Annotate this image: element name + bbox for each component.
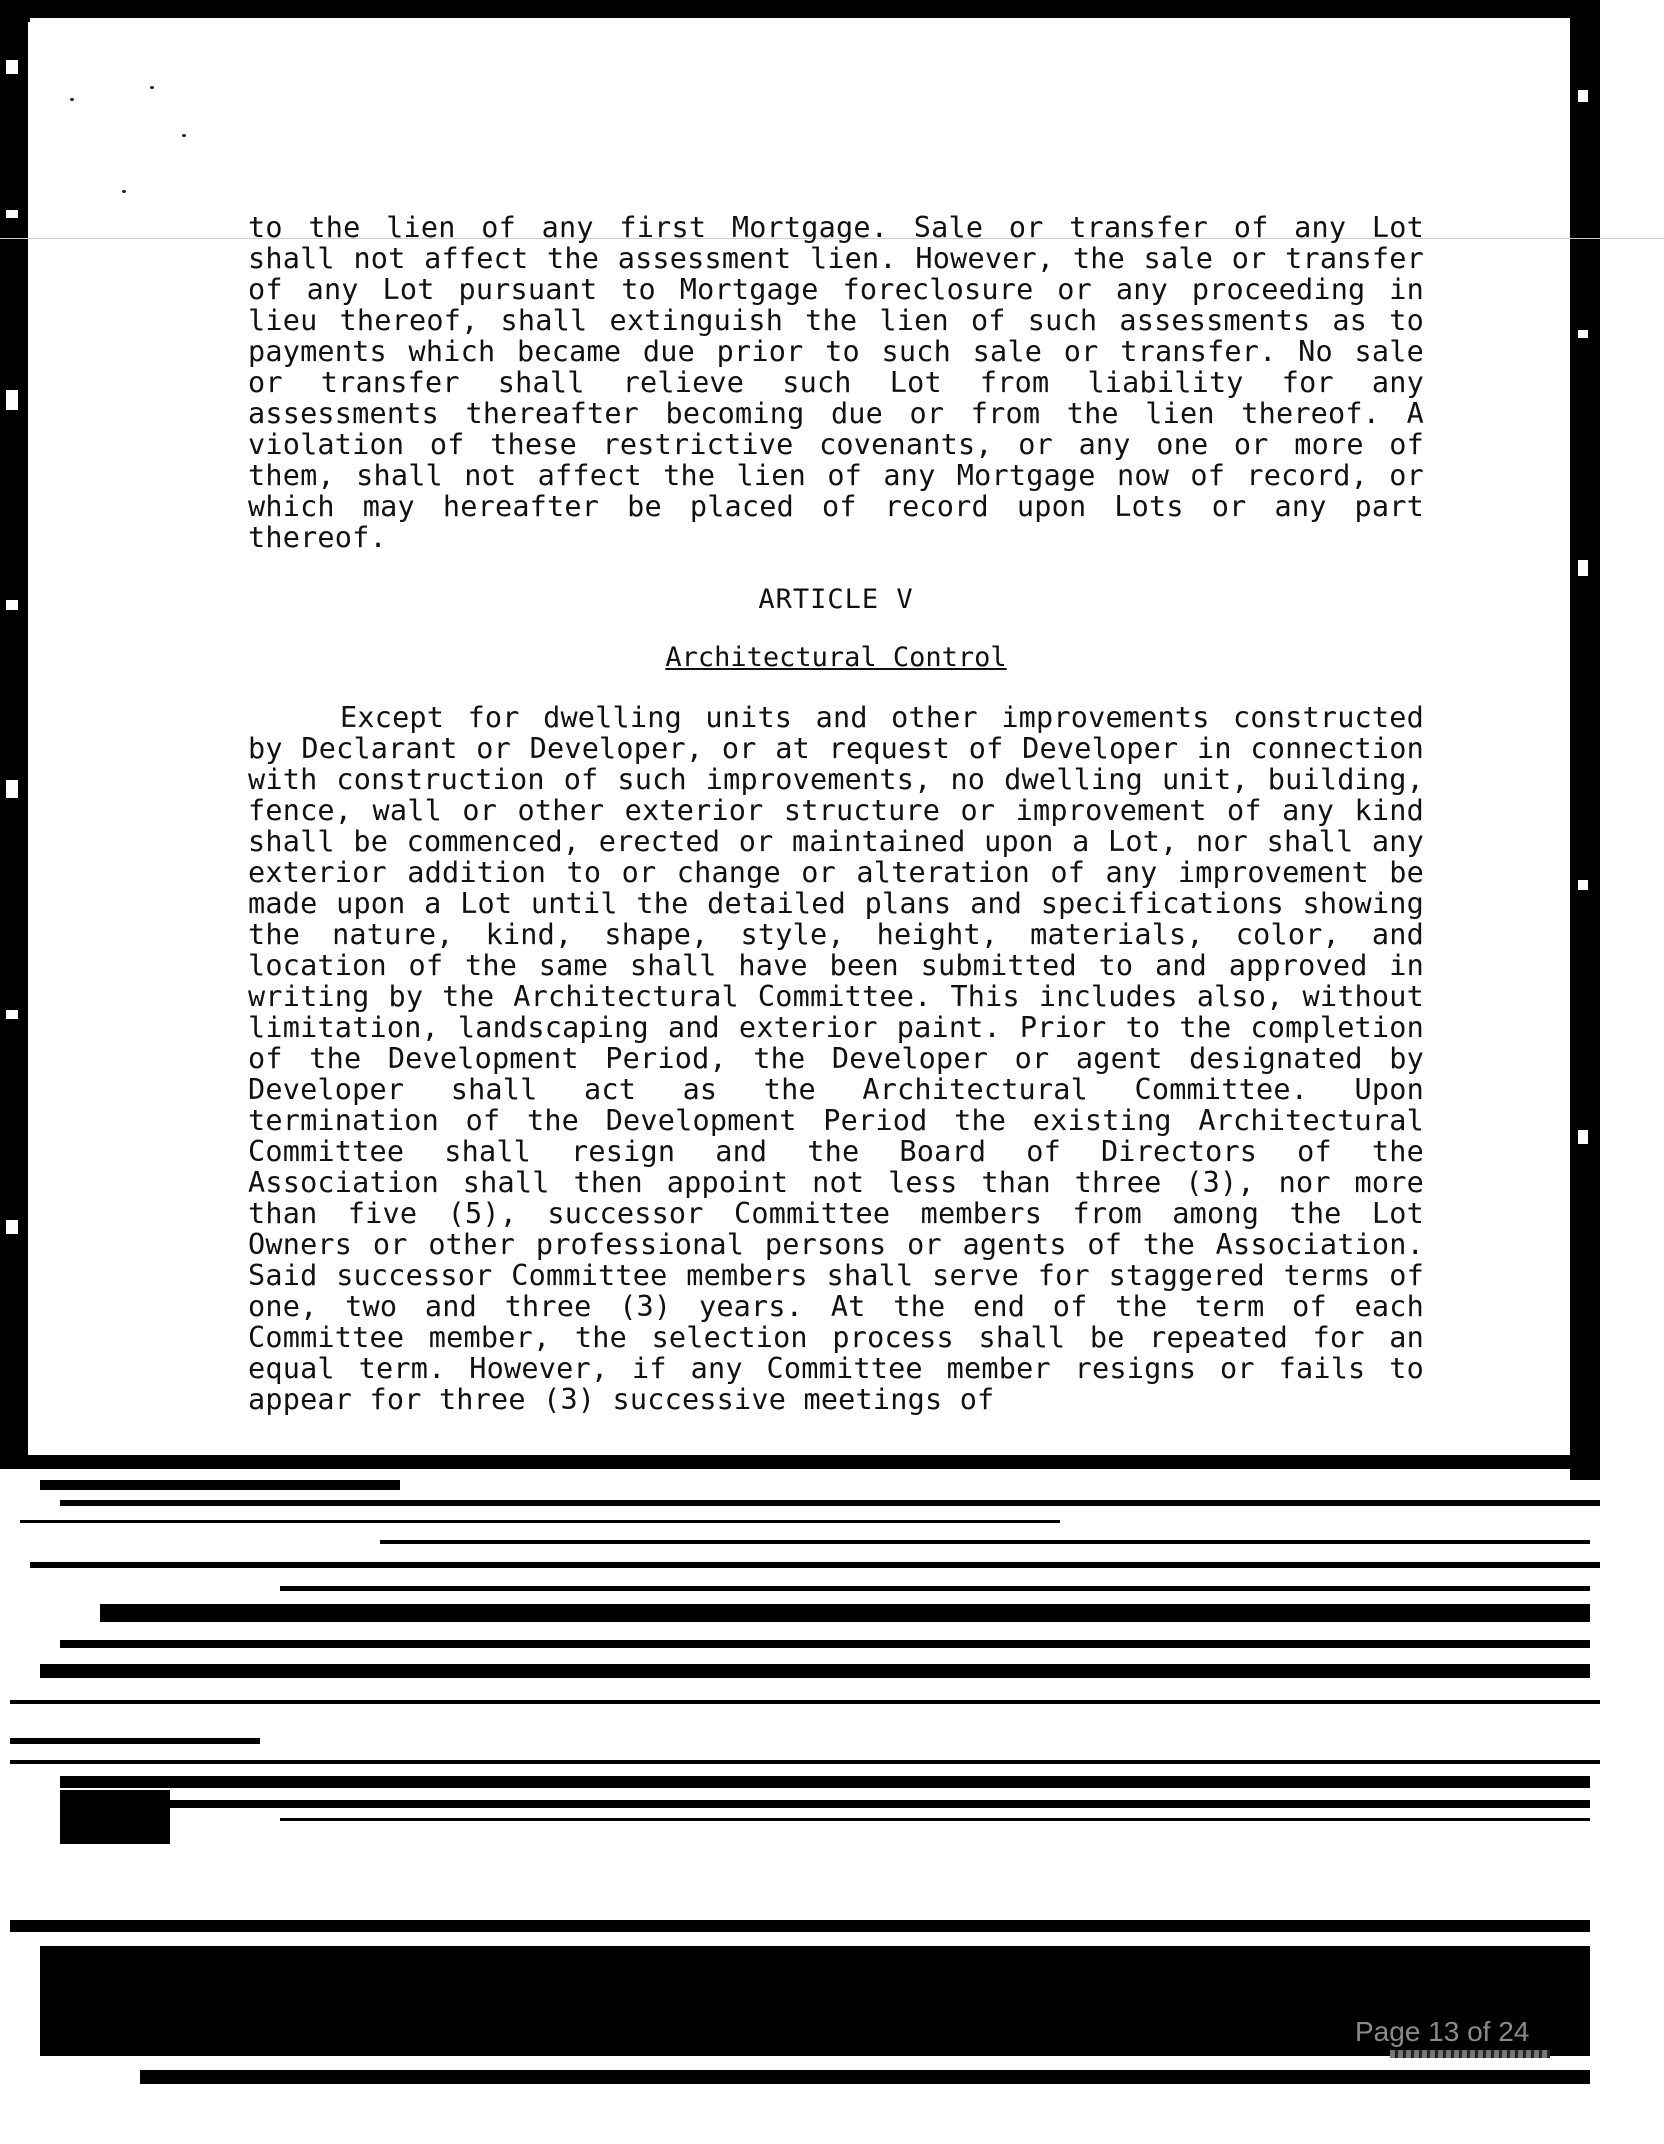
- scan-speck: [122, 190, 126, 193]
- paragraph-lien: to the lien of any first Mortgage. Sale or transfer of any Lot shall not affect the assessment lien. However, the sale or transfer of any Lot pursuant to Mortgage foreclosure or any proceeding in lieu thereof, shall extinguish the lien of such assessments as to payments which became due prior to such sale or transfer. No sale or transfer shall relieve such Lot from liability for any assessments thereafter becoming due or from the lien thereof. A violation of these restrictive covenants, or any one or more of them, shall not affect the lien of any Mortgage now of record, or which may hereafter be placed of record upon Lots or any part thereof.: [248, 211, 1424, 554]
- scan-noise: [6, 1220, 18, 1234]
- scan-artifact-band: [380, 1540, 1590, 1544]
- scan-artifact-band: [60, 1640, 1590, 1648]
- scan-border-right: [1570, 0, 1600, 1480]
- scan-artifact-band: [40, 1480, 400, 1490]
- scan-noise: [6, 600, 18, 610]
- scan-noise: [1578, 560, 1588, 576]
- scan-footer-stamp: [1390, 2050, 1550, 2058]
- scan-noise: [6, 210, 18, 218]
- scan-artifact-band: [10, 1920, 1590, 1932]
- scan-artifact-band: [280, 1818, 1590, 1821]
- scan-artifact-band: [140, 2070, 1590, 2084]
- scan-artifact-band: [60, 1776, 1590, 1788]
- scan-noise: [6, 390, 18, 410]
- scan-artifact-band: [100, 1604, 1590, 1622]
- scan-artifact-band: [40, 1664, 1590, 1678]
- scan-artifact-band: [170, 1800, 1590, 1808]
- scan-artifact-band: [10, 1738, 260, 1744]
- scan-artifact-band: [280, 1586, 1590, 1591]
- scan-noise: [1578, 880, 1588, 890]
- scan-noise: [6, 60, 18, 74]
- scan-speck: [150, 86, 154, 89]
- scan-noise: [1578, 1130, 1588, 1144]
- scan-artifact-band: [60, 1500, 1600, 1506]
- article-heading: ARTICLE V: [758, 584, 914, 615]
- scan-border-top-gap: [30, 18, 1585, 24]
- scan-artifact-band: [30, 1562, 1600, 1568]
- scan-speck: [182, 134, 186, 137]
- scan-artifact-band: [10, 1760, 1600, 1764]
- scan-speck: [70, 98, 74, 101]
- scan-artifact-band: [20, 1520, 1060, 1523]
- scan-noise: [1578, 90, 1588, 102]
- page-number: Page 13 of 24: [1355, 2016, 1530, 2047]
- scan-noise: [6, 1010, 18, 1019]
- scan-artifact-block: [60, 1790, 170, 1844]
- section-title: Architectural Control: [665, 642, 1007, 673]
- scan-noise: [1578, 330, 1588, 338]
- scan-noise: [6, 780, 18, 798]
- paragraph-architectural-control: Except for dwelling units and other improvements constructed by Declarant or Developer, or at request of Developer in connection with construction of such improvements, no dwelling unit, building, fence, wall or other exterior structure or improvement of any kind shall be commenced, erected or maintained upon a Lot, nor shall any exterior addition to or change or alteration of any improvement be made upon a Lot until the detailed plans and specifications showing the nature, kind, shape, style, height, materials, color, and location of the same shall have been submitted to and approved in writing by the Architectural Committee. This includes also, without limitation, landscaping and exterior paint. Prior to the completion of the Development Period, the Developer or agent designated by Developer shall act as the Architectural Committee. Upon termination of the Development Period the existing Architectural Committee shall resign and the Board of Directors of the Association shall then appoint not less than three (3), nor more than five (5), successor Committee members from among the Lot Owners or other professional persons or agents of the Association. Said successor Committee members shall serve for staggered terms of one, two and three (3) years. At the end of the term of each Committee member, the selection process shall be repeated for an equal term. However, if any Committee member resigns or fails to appear for three (3) successive meetings of: [248, 701, 1424, 1416]
- scan-artifact-band: [0, 1455, 1570, 1469]
- scan-artifact-band: [10, 1700, 1600, 1704]
- scan-border-left: [0, 0, 28, 1460]
